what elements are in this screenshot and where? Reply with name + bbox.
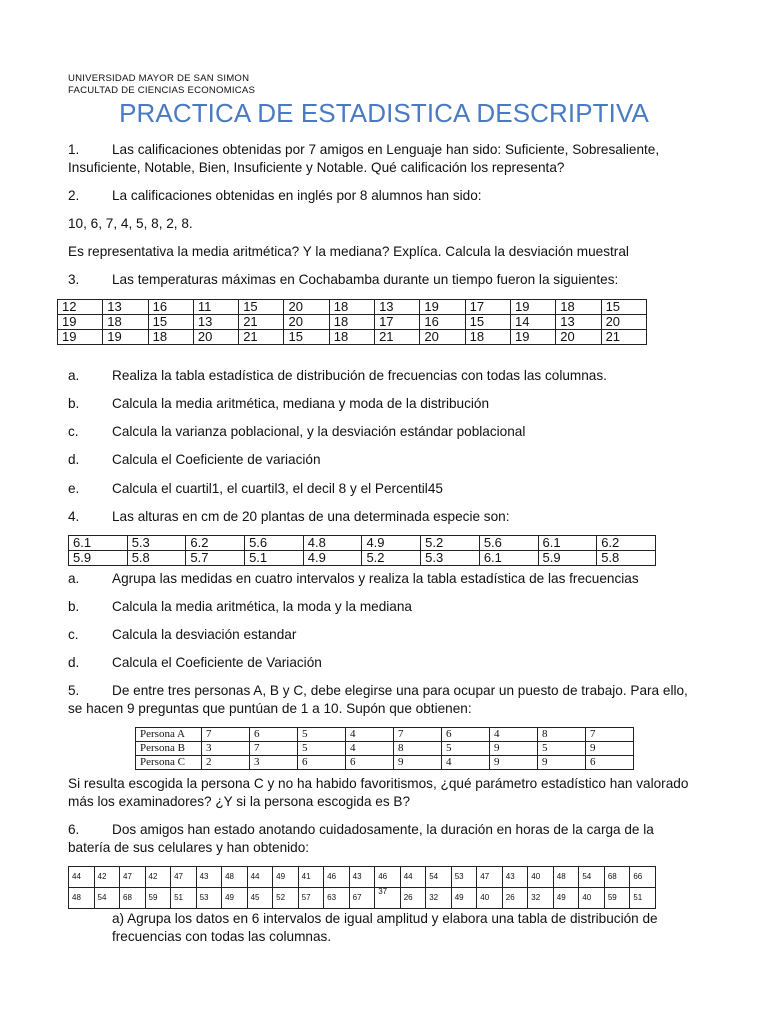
table-cell: 32: [528, 888, 554, 909]
table-cell: 20: [420, 330, 465, 345]
table-cell: 8: [538, 728, 586, 742]
table-cell: 20: [556, 330, 601, 345]
table-row: [69, 536, 656, 551]
table-cell: 15: [601, 300, 646, 315]
table-cell: 51: [171, 888, 197, 909]
table-cell: 18: [556, 300, 601, 315]
table-cell: 49: [222, 888, 248, 909]
table-cell: 21: [239, 315, 284, 330]
table-cell: 5: [538, 742, 586, 756]
table-cell: 42: [94, 867, 120, 888]
table-cell: 5.1: [245, 551, 304, 566]
table-cell: 44: [400, 867, 426, 888]
table-cell: 43: [196, 867, 222, 888]
question-text: Las calificaciones obtenidas por 7 amigos en Lenguaje han sido: Suficiente, Sobresaliente,: [112, 142, 660, 157]
table-cell: 48: [69, 888, 95, 909]
battery-duration-table: [68, 866, 656, 909]
table-cell: 18: [103, 315, 148, 330]
question-4-item-3: [68, 654, 322, 672]
table-cell: 45: [247, 888, 273, 909]
item-letter: b.: [68, 599, 80, 614]
table-row: [136, 742, 634, 756]
table-cell: 43: [349, 867, 375, 888]
table-cell: 6: [346, 756, 394, 770]
table-cell: 9: [490, 756, 538, 770]
table-cell: 52: [273, 888, 299, 909]
table-cell: 13: [193, 315, 238, 330]
question-4-item-2: [68, 626, 296, 644]
question-4: [68, 508, 510, 526]
table-cell: 9: [538, 756, 586, 770]
table-cell: 47: [477, 867, 503, 888]
candidates-scores-table: [135, 727, 634, 770]
item-text: Calcula la media aritmética, la moda y la mediana: [112, 599, 412, 614]
table-cell: 18: [329, 300, 374, 315]
table-cell: 21: [601, 330, 646, 345]
table-cell: 15: [148, 315, 193, 330]
table-cell: 7: [250, 742, 298, 756]
question-2-prompt: Es representativa la media aritmética? Y la mediana? Explíca. Calcula la desviación muestral: [68, 244, 629, 259]
table-cell: 13: [103, 300, 148, 315]
question-6: [68, 821, 654, 839]
table-cell: 59: [145, 888, 171, 909]
table-cell: 63: [324, 888, 350, 909]
table-cell: 68: [604, 867, 630, 888]
table-cell: 26: [502, 888, 528, 909]
question-5: [68, 682, 688, 700]
table-cell: 9: [394, 756, 442, 770]
question-3-item-2: [68, 423, 525, 441]
table-cell: 49: [553, 888, 579, 909]
item-letter: d.: [68, 452, 80, 467]
question-number: 1.: [68, 142, 80, 157]
table-cell: 4: [490, 728, 538, 742]
table-cell: 42: [145, 867, 171, 888]
item-letter: e.: [68, 481, 80, 496]
question-3-item-4: [68, 480, 443, 498]
faculty-name: FACULTAD DE CIENCIAS ECONOMICAS: [68, 85, 256, 96]
table-cell: 5: [442, 742, 490, 756]
table-cell: 5.6: [245, 536, 304, 551]
table-cell: 5.6: [479, 536, 538, 551]
table-cell: 5.8: [127, 551, 186, 566]
table-cell: 6: [298, 756, 346, 770]
item-letter: d.: [68, 655, 80, 670]
table-cell: 4.8: [303, 536, 362, 551]
question-6-item-a-1: a) Agrupa los datos en 6 intervalos de igual amplitud y elabora una tabla de distribución de: [112, 911, 658, 926]
table-cell: 18: [465, 330, 510, 345]
table-cell: 21: [239, 330, 284, 345]
table-cell: 41: [298, 867, 324, 888]
table-cell: 17: [465, 300, 510, 315]
table-cell: 15: [239, 300, 284, 315]
table-cell: Persona C: [136, 756, 202, 770]
table-cell: 6.2: [597, 536, 656, 551]
question-text: Las temperaturas máximas en Cochabamba durante un tiempo fueron la siguientes:: [112, 272, 619, 287]
question-4-item-0: [68, 570, 639, 588]
table-cell: 5: [298, 742, 346, 756]
table-cell: 53: [451, 867, 477, 888]
table-cell: 40: [477, 888, 503, 909]
item-text: Calcula la media aritmética, mediana y moda de la distribución: [112, 396, 490, 411]
question-1-continued: Insuficiente, Notable, Bien, Insuficiente y Notable. Qué calificación los representa?: [68, 160, 565, 175]
question-text: Dos amigos han estado anotando cuidadosamente, la duración en horas de la carga de la: [112, 822, 654, 837]
table-row: [136, 756, 634, 770]
table-cell: 7: [394, 728, 442, 742]
table-row: [69, 551, 656, 566]
table-cell: 6: [442, 728, 490, 742]
question-5-continued: se hacen 9 preguntas que puntúan de 1 a 10. Supón que obtienen:: [68, 701, 472, 716]
university-name: UNIVERSIDAD MAYOR DE SAN SIMON: [68, 73, 250, 84]
table-cell: 51: [630, 888, 656, 909]
item-letter: b.: [68, 396, 80, 411]
item-text: Realiza la tabla estadística de distribución de frecuencias con todas las columnas.: [112, 368, 607, 383]
table-cell: 5.3: [127, 536, 186, 551]
table-cell: 46: [324, 867, 350, 888]
table-cell: 20: [193, 330, 238, 345]
table-cell: 20: [284, 300, 329, 315]
table-cell: 6: [586, 756, 634, 770]
table-cell: 67: [349, 888, 375, 909]
question-3: [68, 271, 618, 289]
table-cell: 9: [586, 742, 634, 756]
table-cell: 5.2: [421, 536, 480, 551]
table-cell: 21: [375, 330, 420, 345]
table-cell: 54: [94, 888, 120, 909]
table-cell: 12: [58, 300, 103, 315]
table-cell: 44: [69, 867, 95, 888]
table-cell: 15: [465, 315, 510, 330]
table-cell: 5.9: [538, 551, 597, 566]
page-title: PRACTICA DE ESTADISTICA DESCRIPTIVA: [119, 98, 649, 128]
table-cell: 46: [375, 867, 401, 888]
table-cell: 4: [346, 728, 394, 742]
table-cell: 26: [400, 888, 426, 909]
table-row: [58, 330, 647, 345]
table-cell: 6.2: [186, 536, 245, 551]
item-text: Calcula el Coeficiente de Variación: [112, 655, 322, 670]
table-cell: 6.1: [538, 536, 597, 551]
table-cell: 6.1: [69, 536, 128, 551]
table-cell: 19: [420, 300, 465, 315]
table-cell: 14: [510, 315, 555, 330]
table-cell: 19: [510, 330, 555, 345]
question-2-values: 10, 6, 7, 4, 5, 8, 2, 8.: [68, 216, 193, 231]
table-cell: 7: [202, 728, 250, 742]
table-cell: 44: [247, 867, 273, 888]
table-cell: 8: [394, 742, 442, 756]
table-cell: 49: [273, 867, 299, 888]
question-number: 2.: [68, 188, 80, 203]
table-cell: 19: [510, 300, 555, 315]
temperatures-table: [57, 299, 647, 345]
table-cell: 47: [171, 867, 197, 888]
question-number: 6.: [68, 822, 80, 837]
table-cell: 19: [103, 330, 148, 345]
question-6-item-a-2: frecuencias con todas las columnas.: [112, 929, 332, 944]
table-cell: 15: [284, 330, 329, 345]
table-cell: 18: [329, 315, 374, 330]
table-cell: 5.9: [69, 551, 128, 566]
item-letter: c.: [68, 424, 79, 439]
table-cell: 4.9: [303, 551, 362, 566]
table-cell: 32: [426, 888, 452, 909]
item-letter: a.: [68, 368, 80, 383]
question-text: Las alturas en cm de 20 plantas de una determinada especie son:: [112, 509, 510, 524]
question-4-item-1: [68, 598, 412, 616]
table-cell: 17: [375, 315, 420, 330]
question-number: 4.: [68, 509, 80, 524]
table-cell: 54: [579, 867, 605, 888]
table-cell: 49: [451, 888, 477, 909]
table-cell: 19: [58, 330, 103, 345]
table-cell: 16: [420, 315, 465, 330]
question-text: De entre tres personas A, B y C, debe elegirse una para ocupar un puesto de trabajo. Para ello,: [112, 683, 688, 698]
question-3-item-3: [68, 451, 321, 469]
table-cell: 6.1: [479, 551, 538, 566]
table-row: [69, 888, 656, 909]
question-text: La calificaciones obtenidas en inglés por 8 alumnos han sido:: [112, 188, 482, 203]
question-3-item-0: [68, 367, 607, 385]
table-cell: 5.2: [362, 551, 421, 566]
table-cell: 19: [58, 315, 103, 330]
table-cell: 5.8: [597, 551, 656, 566]
item-text: Calcula el Coeficiente de variación: [112, 452, 321, 467]
table-cell: 48: [553, 867, 579, 888]
table-cell: 43: [502, 867, 528, 888]
table-cell: 6: [250, 728, 298, 742]
table-cell: 2: [202, 756, 250, 770]
question-number: 3.: [68, 272, 80, 287]
table-cell: 4.9: [362, 536, 421, 551]
question-1: [68, 141, 659, 159]
table-cell: Persona B: [136, 742, 202, 756]
table-cell: 3: [250, 756, 298, 770]
table-cell: 5.7: [186, 551, 245, 566]
table-cell: 13: [375, 300, 420, 315]
question-6-continued: batería de sus celulares y han obtenido:: [68, 840, 310, 855]
table-cell: 20: [601, 315, 646, 330]
table-cell: 48: [222, 867, 248, 888]
table-cell: 40: [528, 867, 554, 888]
table-cell: 11: [193, 300, 238, 315]
table-cell: 20: [284, 315, 329, 330]
table-cell: 57: [298, 888, 324, 909]
table-cell: 18: [329, 330, 374, 345]
table-cell: 40: [579, 888, 605, 909]
plant-heights-table: [68, 535, 656, 566]
item-text: Calcula la desviación estandar: [112, 627, 297, 642]
table-row: [136, 728, 634, 742]
item-letter: c.: [68, 627, 79, 642]
table-row: [58, 315, 647, 330]
table-cell: 3: [202, 742, 250, 756]
table-cell: 47: [120, 867, 146, 888]
table-cell: Persona A: [136, 728, 202, 742]
table-cell: 4: [346, 742, 394, 756]
question-number: 5.: [68, 683, 80, 698]
question-3-item-1: [68, 395, 489, 413]
item-text: Calcula el cuartil1, el cuartil3, el decil 8 y el Percentil45: [112, 481, 443, 496]
table-cell: 68: [120, 888, 146, 909]
table-cell: 4: [442, 756, 490, 770]
table-cell: 5.3: [421, 551, 480, 566]
table-cell: 59: [604, 888, 630, 909]
table-cell: 5: [298, 728, 346, 742]
item-letter: a.: [68, 571, 80, 586]
table-row: [58, 300, 647, 315]
question-2: [68, 187, 482, 205]
table-cell: 7: [586, 728, 634, 742]
table-cell: 16: [148, 300, 193, 315]
table-cell: 66: [630, 867, 656, 888]
question-5-prompt-2: más los examinadores? ¿Y si la persona escogida es B?: [68, 794, 411, 809]
table-row: [69, 867, 656, 888]
table-cell: 18: [148, 330, 193, 345]
table-cell: 9: [490, 742, 538, 756]
item-text: Agrupa las medidas en cuatro intervalos y realiza la tabla estadística de las frecuencias: [112, 571, 639, 586]
table-cell: 54: [426, 867, 452, 888]
table-cell: 53: [196, 888, 222, 909]
question-5-prompt-1: Si resulta escogida la persona C y no ha habido favoritismos, ¿qué parámetro estadístico han valorado: [68, 776, 689, 791]
table-cell: 13: [556, 315, 601, 330]
table-cell: 37: [375, 888, 401, 909]
item-text: Calcula la varianza poblacional, y la desviación estándar poblacional: [112, 424, 526, 439]
